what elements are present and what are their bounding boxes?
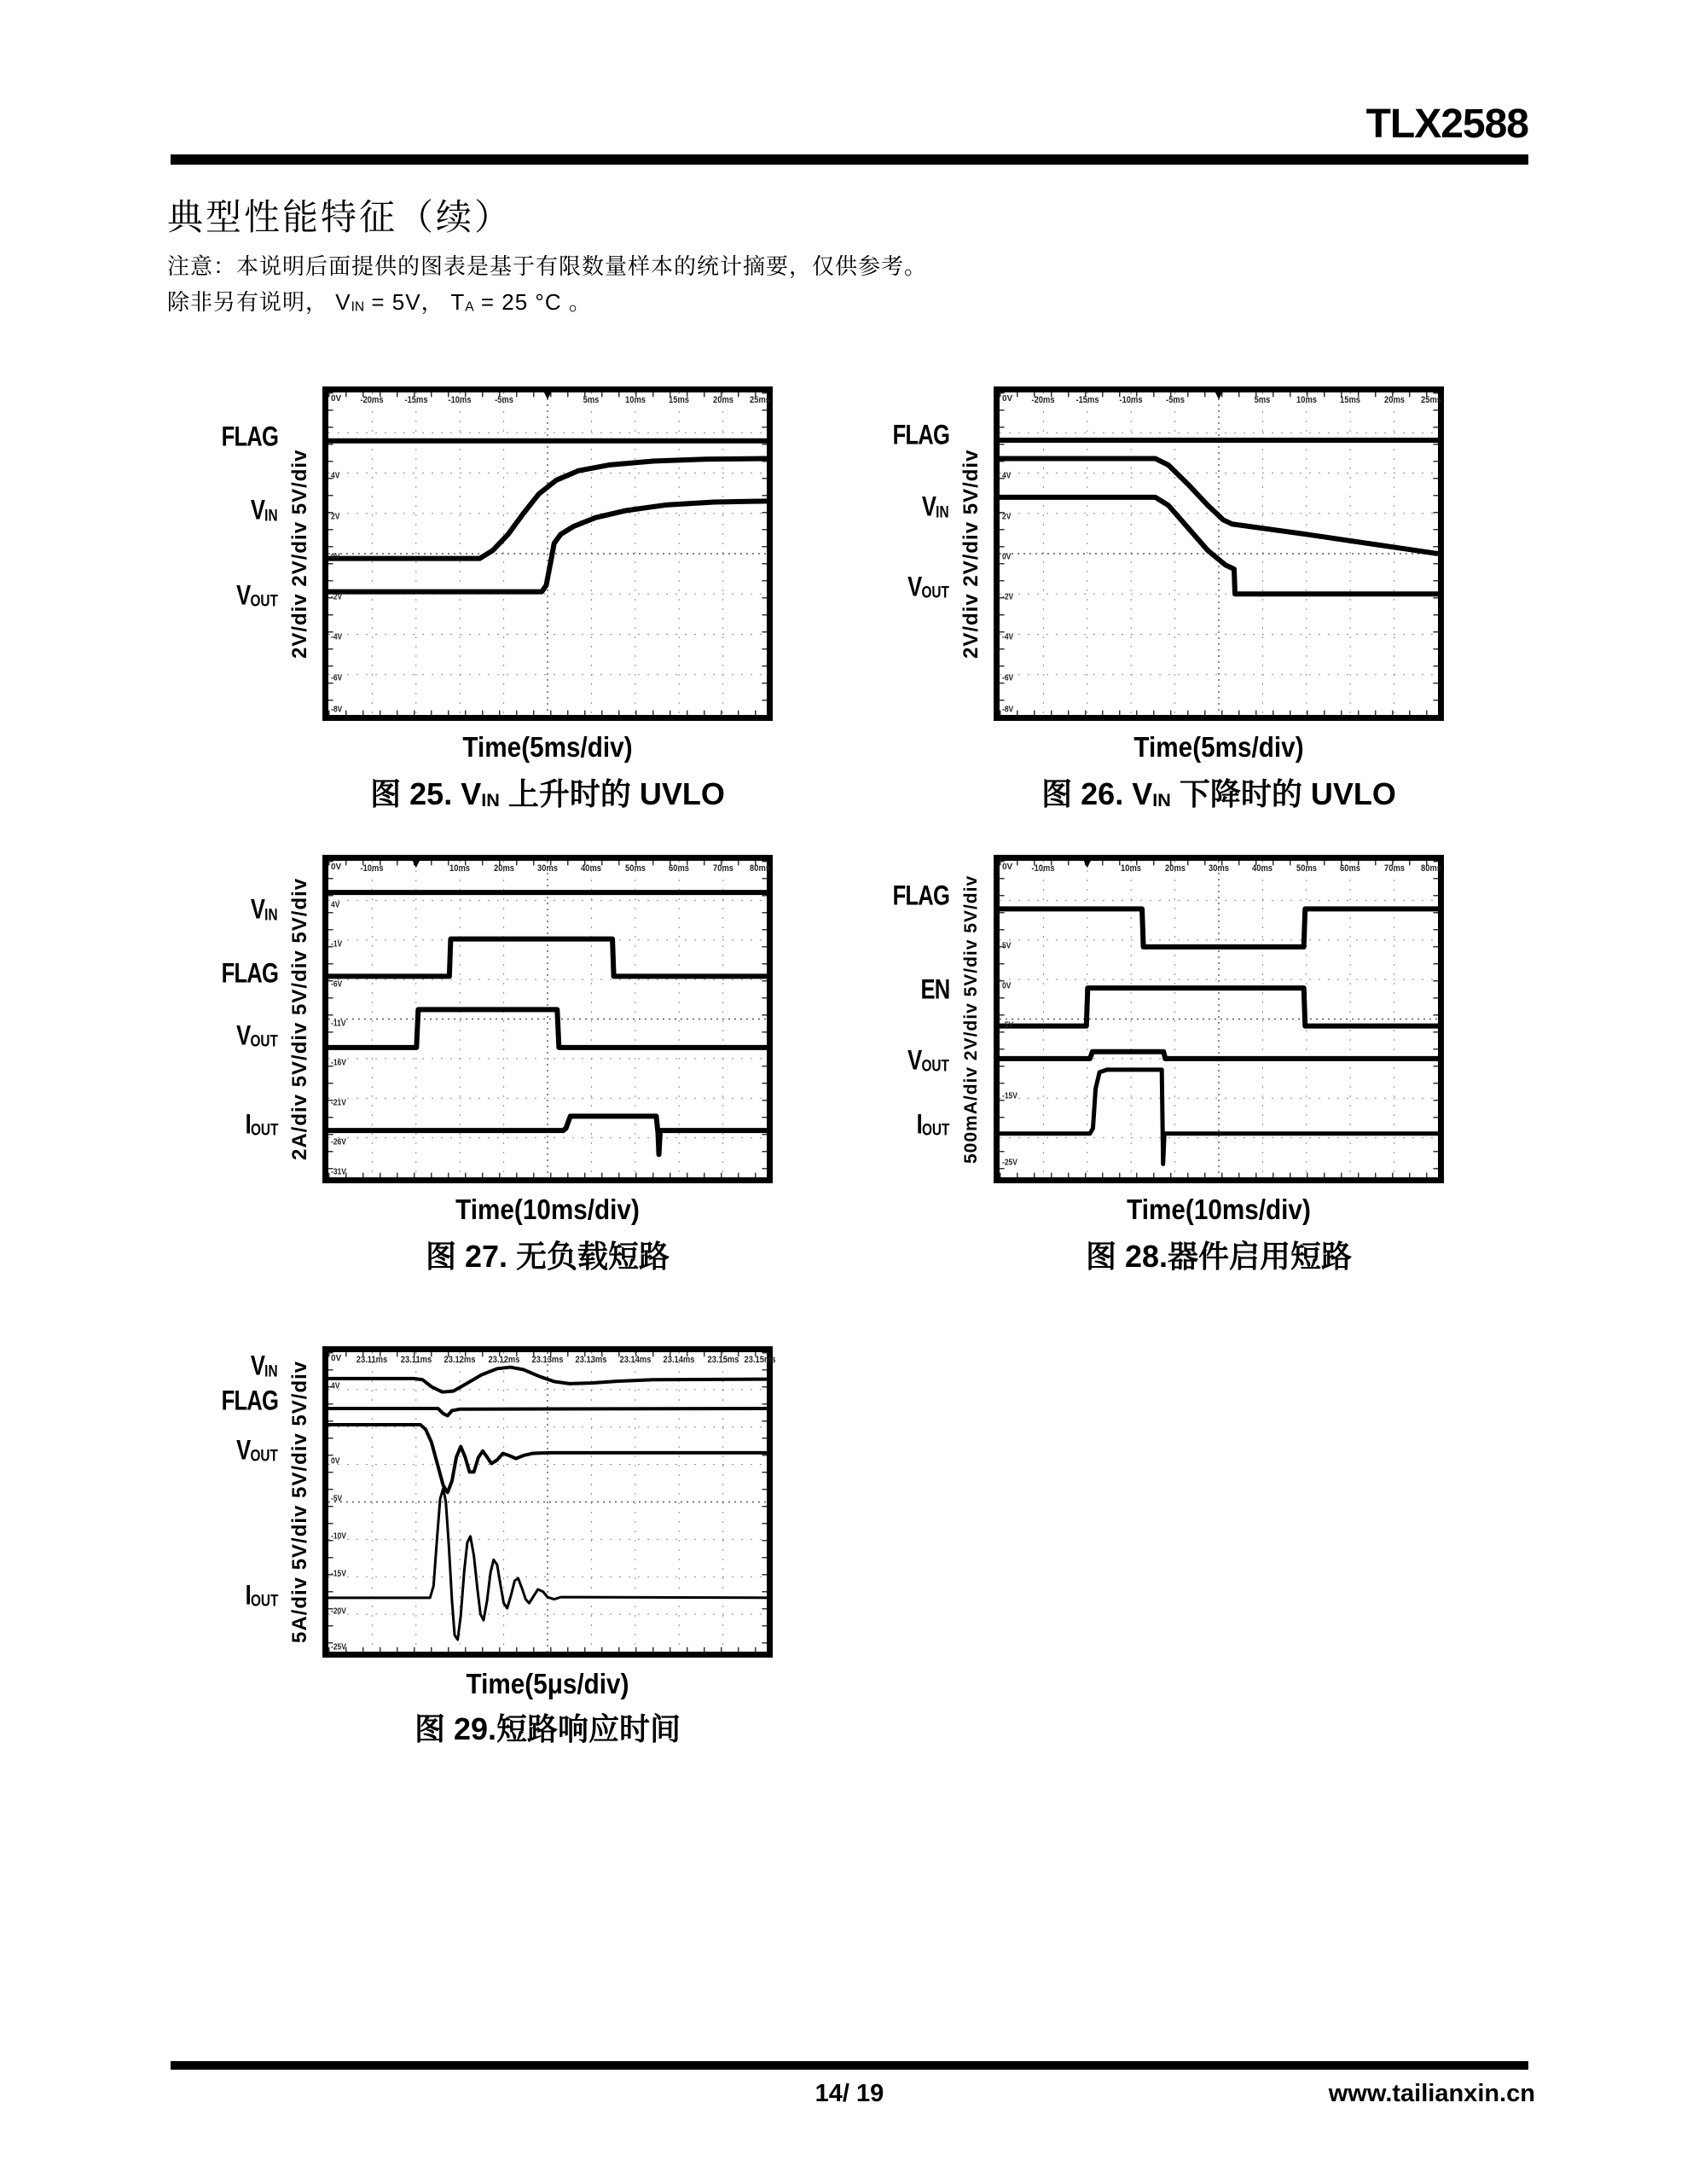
- x-axis-tick-label: 25ms: [1421, 395, 1442, 405]
- y-axis-tick-label: 4V: [331, 1381, 340, 1391]
- waveform-canvas: [328, 392, 767, 715]
- x-axis-tick-label: 40ms: [1252, 863, 1273, 874]
- channel-label: $V_{IN}$: [251, 1350, 278, 1381]
- x-axis-tick-label: 40ms: [581, 863, 602, 874]
- channel-label: $V_{OUT}$: [907, 571, 949, 602]
- x-axis-tick-label: 10ms: [1121, 863, 1142, 874]
- y-axis-tick-label: -15V: [1002, 1091, 1017, 1101]
- trigger-marker-icon: ▼: [1212, 388, 1226, 403]
- x-axis-tick-label: -10ms: [1119, 395, 1143, 405]
- figure-caption: 图 27. 无负载短路: [425, 1239, 670, 1274]
- x-axis-tick-label: 23.11ms: [400, 1355, 432, 1365]
- waveform-trace-VOUT: [328, 501, 767, 591]
- y-axis-tick-label: 4V: [331, 900, 340, 910]
- page-number: 14/ 19: [815, 2080, 884, 2107]
- x-axis-tick-label: 80ms: [750, 863, 771, 874]
- figure-28: [857, 855, 1454, 1320]
- x-axis-tick-label: -15ms: [1075, 395, 1099, 405]
- x-axis-tick-label: 20ms: [712, 395, 733, 405]
- x-axis-tick-label: 15ms: [669, 395, 690, 405]
- x-axis-tick-label: 60ms: [669, 863, 690, 874]
- y-axis-tick-label: -4V: [331, 632, 343, 642]
- y-axis-tick-label: -20V: [331, 1606, 346, 1617]
- y-axis-tick-label: -25V: [1002, 1158, 1017, 1168]
- waveform-canvas: [1000, 861, 1438, 1177]
- x-axis-tick-label: 5ms: [1255, 395, 1271, 405]
- y-axis-tick-label: 2V: [1002, 512, 1012, 522]
- y-axis-tick-label: -8V: [331, 705, 343, 715]
- x-axis-tick-label: -15ms: [404, 395, 428, 405]
- x-axis-tick-label: 23.13ms: [531, 1355, 564, 1365]
- y-axis-tick-label: 2V: [331, 512, 340, 522]
- x-axis-tick-label: 70ms: [712, 863, 733, 874]
- figure-caption: 图 28.器件启用短路: [1085, 1239, 1353, 1274]
- y-axis-tick-label: -4V: [1002, 632, 1014, 642]
- x-axis-tick-label: 23.13ms: [575, 1355, 607, 1365]
- time-axis-label: Time(5ms/div): [462, 731, 633, 763]
- time-axis-label: Time(5ms/div): [1133, 731, 1304, 763]
- x-axis-tick-label: -20ms: [360, 395, 384, 405]
- x-axis-tick-label: 50ms: [624, 863, 646, 874]
- time-axis-label: Time(10ms/div): [455, 1194, 640, 1225]
- y-axis-tick-label: -21V: [331, 1098, 346, 1108]
- y-axis-tick-label: -2V: [331, 592, 343, 602]
- note-line-2: 除非另有说明， $V_{IN} = 5V$， $T_A = 25$ °C 。: [167, 289, 592, 315]
- figure-caption: 图 26. $V_{IN}$ 下降时的 UVLO: [1041, 776, 1396, 811]
- channel-label: FLAG: [892, 880, 949, 911]
- y-axis-tick-label: -5V: [1002, 1020, 1014, 1031]
- y-axis-scale-text: 2V/div 2V/div 5V/div: [959, 449, 983, 659]
- figure-27: [186, 855, 783, 1320]
- time-axis-label: Time(10ms/div): [1127, 1194, 1311, 1225]
- x-axis-tick-label: 5ms: [583, 395, 600, 405]
- y-axis-tick-label: -6V: [331, 979, 343, 990]
- y-axis-scale-text: 500mA/div 2V/div 5V/div 5V/div: [961, 874, 981, 1164]
- corner-scale-label: 0V: [1002, 394, 1013, 404]
- channel-label: EN: [920, 973, 949, 1005]
- y-axis-tick-label: -6V: [1002, 673, 1014, 683]
- y-axis-tick-label: -25V: [331, 1642, 346, 1653]
- channel-label: $V_{IN}$: [251, 494, 278, 526]
- waveform-trace-IOUT: [1000, 1070, 1438, 1165]
- x-axis-tick-label: 80ms: [1421, 863, 1442, 874]
- y-axis-tick-label: 0V: [331, 1456, 340, 1467]
- x-axis-tick-label: 20ms: [1383, 395, 1405, 405]
- x-axis-tick-label: 10ms: [449, 863, 471, 874]
- waveform-canvas: [328, 861, 767, 1177]
- x-axis-tick-label: 10ms: [1296, 395, 1317, 405]
- y-axis-tick-label: -15V: [331, 1569, 346, 1579]
- y-axis-tick-label: -1V: [331, 939, 343, 950]
- page-title: TLX2588: [1365, 102, 1528, 147]
- channel-label: $V_{OUT}$: [236, 1434, 278, 1466]
- note-line-1: 注意：本说明后面提供的图表是基于有限数量样本的统计摘要，仅供参考。: [167, 253, 928, 279]
- waveform-trace-IOUT: [328, 1489, 767, 1640]
- footer-rule: [171, 2061, 1528, 2070]
- x-axis-tick-label: 23.14ms: [619, 1355, 652, 1365]
- y-axis-tick-label: -8V: [1002, 705, 1014, 715]
- x-axis-tick-label: 25ms: [750, 395, 771, 405]
- y-axis-tick-label: -26V: [331, 1137, 346, 1147]
- corner-scale-label: 0V: [331, 863, 342, 872]
- waveform-canvas: [1000, 392, 1438, 715]
- trigger-marker-icon: ▼: [1080, 857, 1094, 871]
- waveform-trace-VOUT: [328, 1425, 767, 1492]
- y-axis-tick-label: -5V: [331, 1494, 343, 1504]
- x-axis-tick-label: 30ms: [537, 863, 558, 874]
- y-axis-tick-label: 4V: [1002, 471, 1012, 481]
- header-rule: [171, 154, 1528, 165]
- channel-label: $V_{OUT}$: [907, 1044, 949, 1076]
- channel-label: $V_{IN}$: [251, 893, 278, 925]
- corner-scale-label: 0V: [331, 1354, 342, 1363]
- y-axis-tick-label: -10V: [331, 1531, 346, 1542]
- website-url: www.tailianxin.cn: [1328, 2080, 1535, 2107]
- x-axis-tick-label: 23.12ms: [488, 1355, 520, 1365]
- x-axis-tick-label: 23.15ms: [707, 1355, 739, 1365]
- y-axis-tick-label: -16V: [331, 1058, 346, 1068]
- oscilloscope-plot: [994, 855, 1444, 1183]
- figure-26: [857, 386, 1454, 851]
- channel-label: $V_{OUT}$: [236, 1019, 278, 1051]
- oscilloscope-plot: [322, 386, 773, 721]
- trigger-marker-icon: ▼: [409, 857, 423, 871]
- y-axis-tick-label: 0V: [1002, 981, 1012, 991]
- figure-29: [186, 1346, 783, 1811]
- waveform-trace-VIN: [328, 458, 767, 558]
- channel-label: FLAG: [221, 421, 278, 452]
- y-axis-tick-label: 4V: [331, 471, 340, 481]
- channel-label: $I_{OUT}$: [245, 1579, 278, 1611]
- x-axis-tick-label: -10ms: [448, 395, 472, 405]
- channel-label: $V_{OUT}$: [236, 579, 278, 611]
- y-axis-tick-label: 0V: [331, 552, 340, 562]
- time-axis-label: Time(5μs/div): [466, 1668, 629, 1699]
- x-axis-tick-label: 23.15ms: [744, 1355, 776, 1365]
- corner-scale-label: 0V: [331, 394, 342, 404]
- x-axis-tick-label: -5ms: [1165, 395, 1185, 405]
- channel-label: $I_{OUT}$: [245, 1108, 278, 1140]
- x-axis-tick-label: -5ms: [494, 395, 513, 405]
- x-axis-tick-label: -20ms: [1031, 395, 1055, 405]
- y-axis-scale-text: 2V/div 2V/div 5V/div: [288, 449, 311, 659]
- oscilloscope-plot: [994, 386, 1444, 721]
- figure-25: [186, 386, 783, 851]
- x-axis-tick-label: 20ms: [493, 863, 514, 874]
- channel-label: FLAG: [221, 1385, 278, 1416]
- figure-caption: 图 25. $V_{IN}$ 上升时的 UVLO: [370, 776, 725, 811]
- channel-label: FLAG: [892, 419, 949, 450]
- y-axis-tick-label: 5V: [1002, 941, 1012, 951]
- channel-label: FLAG: [221, 957, 278, 989]
- x-axis-tick-label: 50ms: [1296, 863, 1317, 874]
- y-axis-tick-label: -2V: [1002, 592, 1014, 602]
- oscilloscope-plot: [322, 1346, 776, 1658]
- x-axis-tick-label: 10ms: [624, 395, 646, 405]
- waveform-canvas: [328, 1352, 767, 1652]
- x-axis-tick-label: 23.11ms: [357, 1355, 388, 1365]
- oscilloscope-plot: [322, 855, 773, 1183]
- x-axis-tick-label: 23.12ms: [443, 1355, 476, 1365]
- figure-caption: 图 29.短路响应时间: [414, 1711, 681, 1746]
- section-title: 典型性能特征（续）: [167, 199, 513, 238]
- x-axis-tick-label: 20ms: [1164, 863, 1186, 874]
- y-axis-tick-label: -11V: [331, 1019, 346, 1029]
- y-axis-tick-label: -31V: [331, 1167, 346, 1177]
- x-axis-tick-label: 23.14ms: [663, 1355, 695, 1365]
- x-axis-tick-label: -10ms: [1031, 863, 1055, 874]
- x-axis-tick-label: 60ms: [1340, 863, 1361, 874]
- x-axis-tick-label: -10ms: [360, 863, 384, 874]
- x-axis-tick-label: 70ms: [1383, 863, 1405, 874]
- x-axis-tick-label: 15ms: [1340, 395, 1361, 405]
- corner-scale-label: 0V: [1002, 863, 1013, 872]
- channel-label: $V_{IN}$: [922, 491, 949, 522]
- y-axis-tick-label: 0V: [1002, 552, 1012, 562]
- y-axis-scale-text: 5A/div 5V/div 5V/div 5V/div: [288, 1360, 311, 1644]
- trigger-marker-icon: ▼: [541, 388, 554, 403]
- x-axis-tick-label: 30ms: [1209, 863, 1229, 874]
- y-axis-tick-label: -6V: [331, 673, 343, 683]
- y-axis-scale-text: 2A/div 5V/div 5V/div 5V/div: [288, 877, 311, 1161]
- channel-label: $I_{OUT}$: [916, 1108, 949, 1140]
